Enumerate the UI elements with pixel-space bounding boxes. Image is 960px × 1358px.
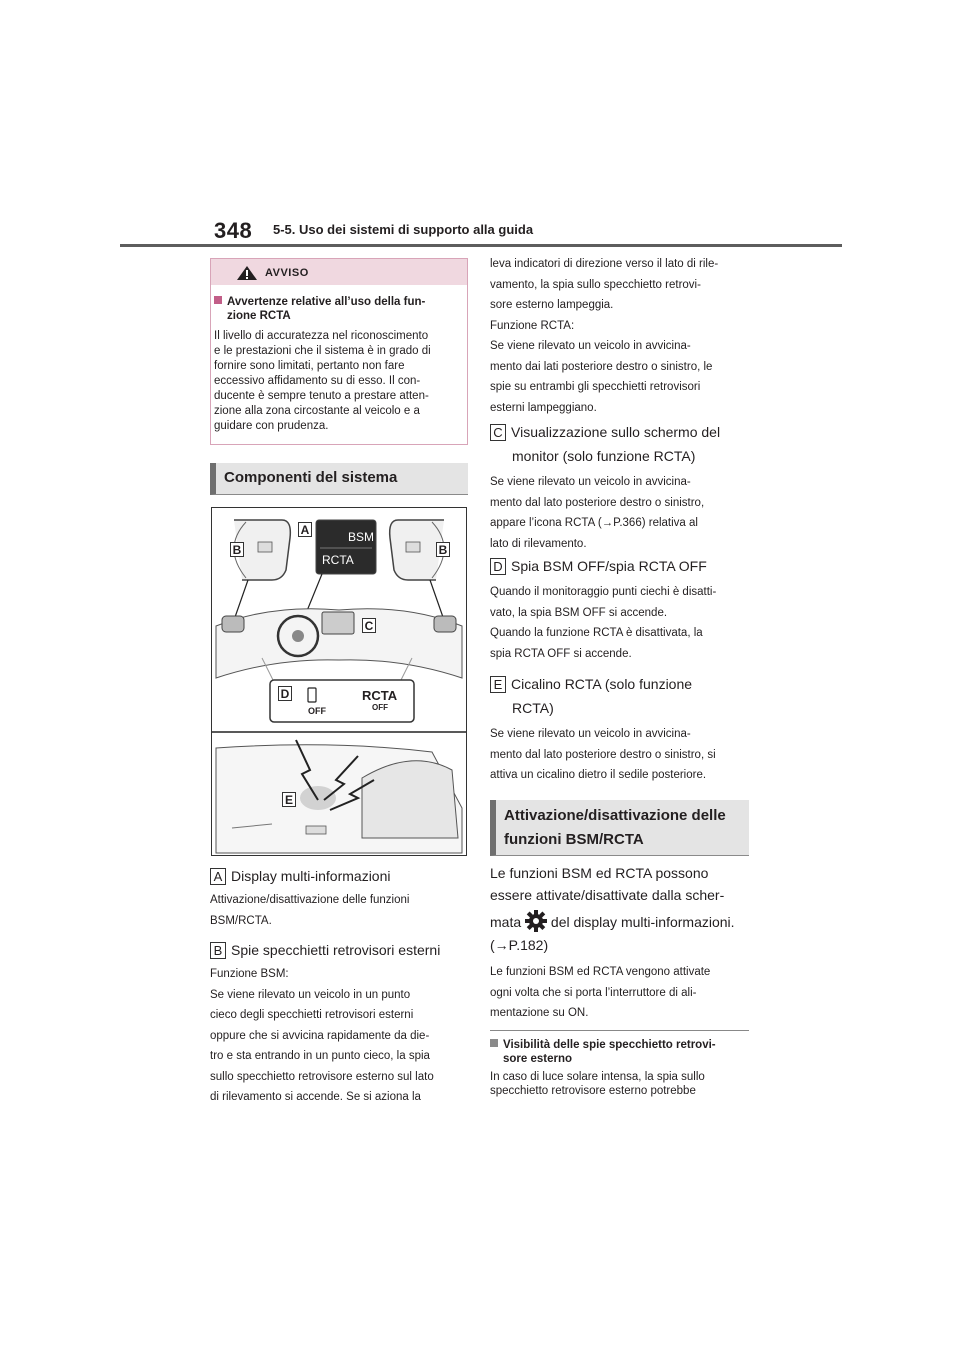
tag-letter-d: D (490, 558, 506, 575)
item-c-title: C Visualizzazione sullo schermo del (490, 422, 752, 442)
warning-subtitle: Avvertenze relative all’uso della fun- zione RCTA (214, 295, 464, 323)
components-heading: Componenti del sistema (210, 463, 468, 495)
page-number: 348 (214, 218, 253, 243)
item-b-title: B Spie specchietti retrovisori esterni (210, 940, 468, 960)
display-rcta-text: RCTA (322, 553, 354, 567)
label-b-right: B (436, 542, 450, 557)
tag-letter-c: C (490, 424, 506, 441)
warning-title: AVVISO (265, 267, 309, 279)
activation-line-with-gear: mata del display multi-informazioni. (490, 910, 752, 934)
item-c-body: Se viene rilevato un veicolo in avvicina- mento dal lato posteriore destro o sinistro, appare l’icona RCTA (→P.366) relativa al lato di rilevamento. (490, 476, 705, 550)
item-c: C Visualizzazione sullo schermo del monitor (solo funzione RCTA) Se viene rilevato un veicolo in avvicina- mento dal lato posteriore destro o sinistro, appare l’icona RCTA (→P.366) relativa al lato di rilevamento. (490, 422, 752, 554)
item-d (490, 556, 752, 664)
divider-rule (490, 1030, 749, 1031)
display-bsm-text: BSM (348, 530, 375, 544)
item-b-body: Funzione BSM: Se viene rilevato un veicolo in un punto cieco degli specchietti retrovisori esterni oppure che si avvicina rapidamente da die- tro e sta entrando in un punto cieco, la spia sullo specchietto retrovisore esterno sul lato di rilevamento si accende. Se si aziona la (210, 968, 434, 1103)
rcta-off-small-text: OFF (372, 703, 388, 712)
section-title: 5-5. Uso dei sistemi di supporto alla guida (273, 222, 534, 237)
label-e: E (282, 792, 296, 807)
label-d: D (278, 686, 292, 701)
tag-letter-b: B (210, 942, 226, 959)
item-a-body: Attivazione/disattivazione delle funzioni BSM/RCTA. (210, 894, 410, 927)
header-rule (120, 244, 842, 247)
bullet-square-icon (490, 1039, 498, 1047)
item-a-title: A Display multi-informazioni (210, 866, 468, 886)
warning-body: Il livello di accuratezza nel riconoscimento e le prestazioni che il sistema è in grado di fornire sono limitati, pertanto non fare eccessivo affidamento su di esso. Il con- ducente è sempre tenuto a prestare atten- zione alla zona circostante al veicolo e a guidare con prudenza. (214, 330, 431, 432)
tag-letter-e: E (490, 676, 506, 693)
activation-body: Le funzioni BSM ed RCTA vengono attivate ogni volta che si porta l’interruttore di ali- mentazione su ON. (490, 966, 711, 1019)
visibility-body: In caso di luce solare intensa, la spia sullo specchietto retrovisore esterno potrebbe (490, 1071, 705, 1097)
bsm-off-text: OFF (308, 706, 326, 716)
activation-paragraph: Le funzioni BSM ed RCTA possono essere attivate/disattivate dalla scher- mata del display multi-informazioni. (→P.182) Le funzioni BSM ed RCTA vengono attivate ogni volta che si porta l’interruttore di ali- mentazione su ON. (490, 862, 752, 1024)
right-top-text: leva indicatori di direzione verso il lato di rile- vamento, la spia sullo specchietto retrovi- sore esterno lampeggia. Funzione RCTA: Se viene rilevato un veicolo in avvicina- mento dai lati posteriore destro o sinistro, le spie su entrambi gli specchietti retrovisori esterni lampeggiano. (490, 258, 719, 414)
item-d-body: Quando il monitoraggio punti ciechi è disatti- vato, la spia BSM OFF si accende. Quando la funzione RCTA è disattivata, la spia RCTA OFF si accende. (490, 586, 717, 660)
item-e: E Cicalino RCTA (solo funzione RCTA) Se viene rilevato un veicolo in avvicina- mento dal lato posteriore destro o sinistro, si attiva un cicalino dietro il sedile posteriore. (490, 674, 752, 786)
warning-header (211, 259, 467, 285)
item-b (210, 940, 468, 1108)
warning-triangle-icon (237, 266, 257, 280)
item-d-title: D Spia BSM OFF/spia RCTA OFF (490, 556, 752, 576)
item-e-title: E Cicalino RCTA (solo funzione (490, 674, 752, 694)
rcta-off-big-text: RCTA (362, 688, 398, 703)
label-a: A (298, 522, 312, 537)
warning-box (210, 258, 468, 445)
visibility-note: Visibilità delle spie specchietto retrovi- sore esterno In caso di luce solare intensa, la spia sullo specchietto retrovisore esterno potrebbe (490, 1038, 752, 1098)
gear-icon (525, 910, 547, 932)
system-illustration (211, 507, 467, 856)
tag-letter-a: A (210, 868, 226, 885)
label-c: C (362, 618, 376, 633)
activation-heading: Attivazione/disattivazione delle funzioni BSM/RCTA (490, 800, 749, 856)
bullet-square-icon (214, 296, 222, 304)
visibility-title: Visibilità delle spie specchietto retrovi- (490, 1038, 752, 1052)
label-b-left: B (230, 542, 244, 557)
item-a (210, 866, 468, 931)
item-e-body: Se viene rilevato un veicolo in avvicina- mento dal lato posteriore destro o sinistro, si attiva un cicalino dietro il sedile posteriore. (490, 728, 716, 781)
